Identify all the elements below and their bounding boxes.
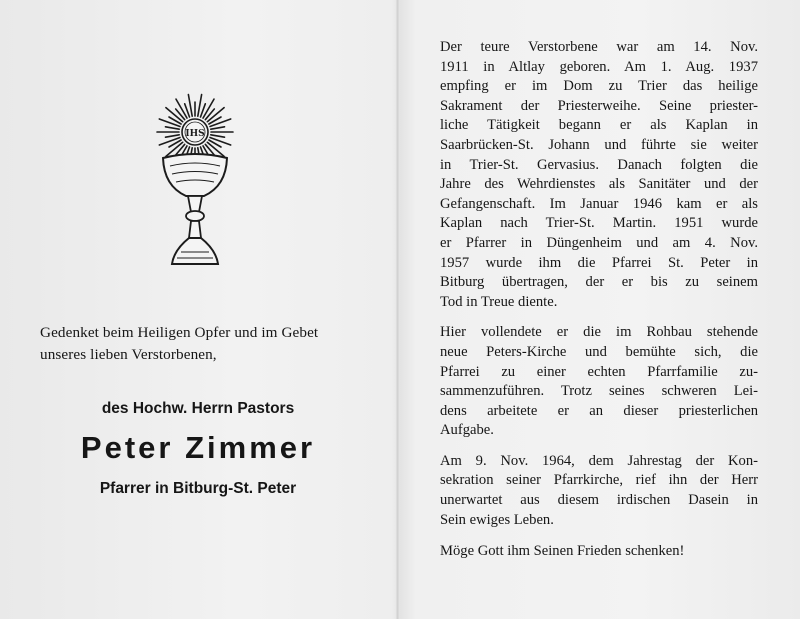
text-line: dens arbeitete er an dieser priesterlichen bbox=[440, 402, 758, 419]
ray-line bbox=[211, 135, 225, 137]
text-line: Gefangenschaft. Im Januar 1946 kam er als bbox=[440, 195, 758, 212]
ray-line bbox=[210, 119, 231, 127]
host-monogram: IHS bbox=[185, 129, 205, 139]
biography-paragraph bbox=[440, 452, 758, 530]
text-line: Tod in Treue diente. bbox=[440, 293, 558, 310]
text-line: er Pfarrer in Düngenheim und am 4. Nov. bbox=[440, 234, 758, 251]
text-line: Hier vollendete er die im Rohbau stehende bbox=[440, 324, 758, 341]
ray-line bbox=[166, 127, 180, 129]
ray-line bbox=[159, 119, 180, 127]
ray-line bbox=[188, 95, 192, 117]
intro-line: Gedenket beim Heiligen Opfer und im Gebet bbox=[40, 324, 319, 341]
card-fold bbox=[396, 0, 399, 619]
text-line: in Trier-St. Gervasius. Danach folgten die bbox=[440, 156, 758, 173]
ray-line bbox=[198, 95, 202, 117]
ray-line bbox=[210, 138, 231, 146]
text-line: Der teure Verstorbene war am 14. Nov. bbox=[440, 39, 758, 55]
text-line: 1911 in Altlay geboren. Am 1. Aug. 1937 bbox=[440, 58, 758, 75]
closing-blessing: Möge Gott ihm Seinen Frieden schenken! bbox=[440, 543, 685, 560]
ray-line bbox=[211, 127, 225, 129]
chalice-with-host-icon bbox=[130, 92, 260, 272]
text-line: Aufgabe. bbox=[440, 422, 494, 439]
text-line: Sakrament der Priesterweihe. Seine priester- bbox=[440, 97, 758, 114]
text-line: sekration seiner Pfarrkirche, rief ihn der Herr bbox=[440, 472, 758, 489]
text-line: Am 9. Nov. 1964, dem Jahrestag der Kon- bbox=[440, 452, 758, 469]
deceased-title: des Hochw. Herrn Pastors bbox=[101, 400, 295, 417]
text-line: empfing er im Dom zu Trier das heilige bbox=[440, 78, 758, 95]
biography-paragraph bbox=[440, 323, 758, 441]
ray-line bbox=[166, 135, 180, 137]
right-panel bbox=[440, 38, 758, 562]
intro-line: unseres lieben Verstorbenen, bbox=[40, 346, 217, 363]
intro-text bbox=[40, 322, 370, 366]
biography-paragraph bbox=[440, 38, 758, 312]
deceased-position: Pfarrer in Bitburg-St. Peter bbox=[99, 480, 297, 497]
text-line: Sein ewiges Leben. bbox=[440, 511, 554, 528]
text-line: Kaplan nach Trier-St. Martin. 1951 wurde bbox=[440, 215, 758, 232]
text-line: 1957 wurde ihm die Pfarrei St. Peter in bbox=[440, 254, 758, 271]
text-line: Jahre des Wehrdienstes als Sanitäter und der bbox=[440, 176, 758, 193]
text-line: unerwartet aus diesem irdischen Dasein in bbox=[440, 492, 758, 509]
deceased-name: Peter Zimmer bbox=[80, 430, 316, 465]
left-panel bbox=[0, 0, 396, 619]
text-line: liche Tätigkeit begann er als Kaplan in bbox=[440, 117, 758, 134]
text-line: Saarbrücken-St. Johann und führte sie weiter bbox=[440, 136, 758, 153]
text-line: sammenzuführen. Trotz seines schweren Lei- bbox=[440, 383, 758, 400]
text-line: Pfarrei zu einer echten Pfarrfamilie zu- bbox=[440, 363, 758, 380]
ray-line bbox=[159, 138, 180, 146]
text-line: neue Peters-Kirche und bemühte sich, die bbox=[440, 343, 758, 360]
text-line: Bitburg übertragen, der er bis zu seinem bbox=[440, 274, 758, 291]
